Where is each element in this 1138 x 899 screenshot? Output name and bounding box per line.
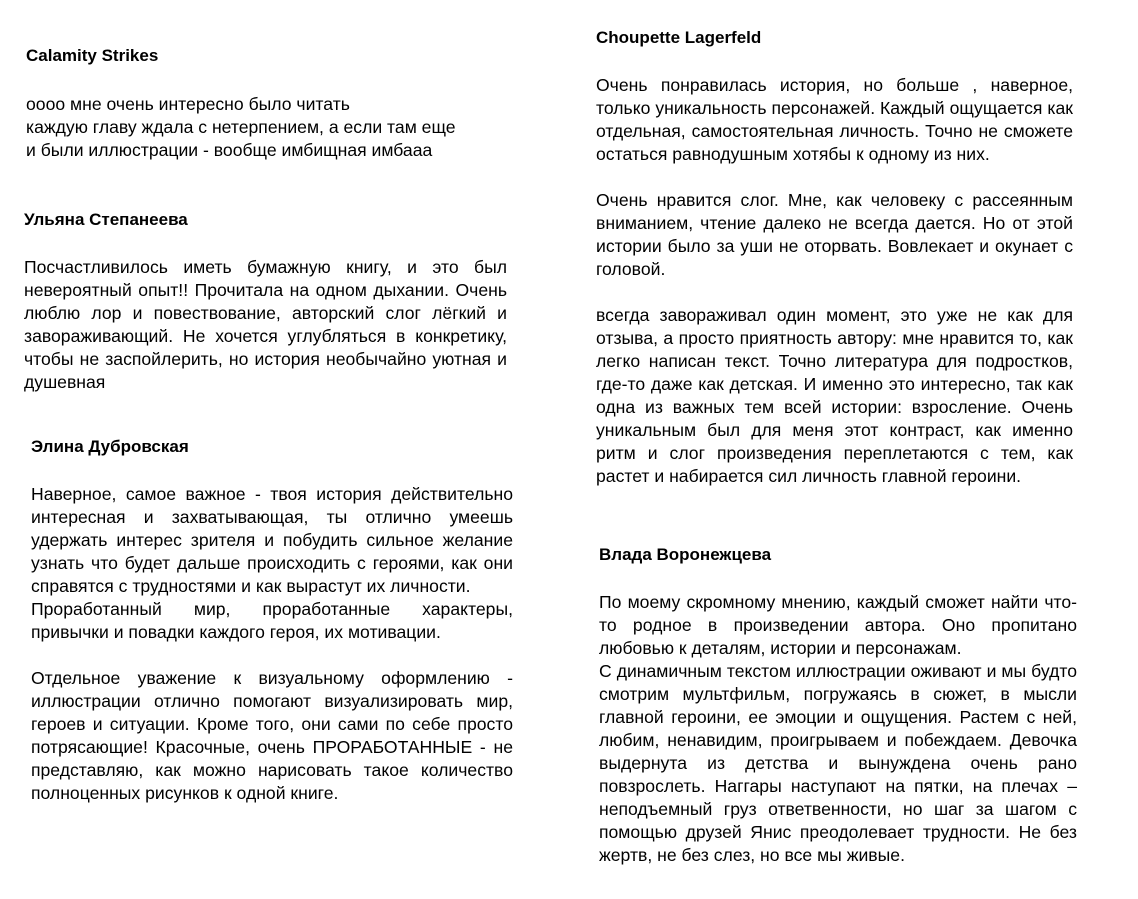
review-author: Элина Дубровская xyxy=(31,437,189,456)
review-paragraph: Очень нравится слог. Мне, как человеку с рассеянным вниманием, чтение далеко не всегда дается. Но от этой истории было за уши не оторвать. Вовлекает и окунает с головой. xyxy=(596,190,1073,279)
review-author: Choupette Lagerfeld xyxy=(596,28,762,47)
review-text xyxy=(31,483,513,805)
review-text xyxy=(596,74,1073,488)
review-paragraph: Отдельное уважение к визуальному оформлению - иллюстрации отлично помогают визуализировать мир, героев и ситуации. Кроме того, они сами по себе просто потрясающие! Красочные, очень ПРОРАБОТАННЫЕ - не представляю, как можно нарисовать такое количество полноценных рисунков к одной книге. xyxy=(31,668,513,803)
review-calamity-strikes xyxy=(26,46,516,162)
review-paragraph: Наверное, самое важное - твоя история действительно интересная и захватывающая, ты отлично умеешь удержать интерес зрителя и побудить сильное желание узнать что будет дальше происходить с героями, как они справятся с трудностями и как вырастут их личности. xyxy=(31,484,513,596)
review-paragraph: Очень понравилась история, но больше , наверное, только уникальность персонажей. Каждый ощущается как отдельная, самостоятельная личность. Точно не сможете остаться равнодушным хотябы к одному из них. xyxy=(596,75,1073,164)
review-ulyana-stepaneeva xyxy=(24,210,507,394)
review-text xyxy=(599,591,1077,867)
review-line: оооо мне очень интересно было читать xyxy=(26,94,350,114)
review-paragraph xyxy=(26,93,516,162)
review-elina-dubrovskaya xyxy=(31,437,513,805)
review-paragraph: всегда завораживал один момент, это уже не как для отзыва, а просто приятность автору: мне нравится то, как легко написан текст. Точно литература для подростков, где-то даже как детская. И именно это интересно, так как одна из важных тем всей истории: взросление. Очень уникальным был для меня этот контраст, как именно ритм и слог произведения переплетаются с тем, как растет и набирается сил личность главной героини. xyxy=(596,305,1073,486)
review-author: Calamity Strikes xyxy=(26,46,159,65)
review-paragraph: Посчастливилось иметь бумажную книгу, и это был невероятный опыт!! Прочитала на одном дыхании. Очень люблю лор и повествование, авторский слог лёгкий и завораживающий. Не хочется углубляться в конкретику, чтобы не заспойлерить, но история необычайно уютная и душевная xyxy=(24,257,507,392)
review-line: и были иллюстрации - вообще имбищная имбааа xyxy=(26,140,433,160)
review-line: каждую главу ждала с нетерпением, а если там еще xyxy=(26,117,456,137)
review-author: Ульяна Степанеева xyxy=(24,210,188,229)
review-paragraph: По моему скромному мнению, каждый сможет найти что-то родное в произведении автора. Оно пропитано любовью к деталям, истории и персонажам. xyxy=(599,592,1077,658)
review-author: Влада Воронежцева xyxy=(599,545,772,564)
review-paragraph: С динамичным текстом иллюстрации оживают и мы будто смотрим мультфильм, погружаясь в сюжет, в мысли главной героини, ее эмоции и ощущения. Растем с ней, любим, ненавидим, проигрываем и побеждаем. Девочка выдернута из детства и вынуждена очень рано повзрослеть. Наггары наступают на пятки, на плечах – неподъемный груз ответвенности, но шаг за шагом с помощью друзей Янис преодолевает трудности. Не без жертв, не без слез, но все мы живые. xyxy=(599,661,1077,865)
review-vlada-voronezhtseva xyxy=(599,545,1077,867)
review-choupette-lagerfeld xyxy=(596,28,1073,488)
review-text xyxy=(24,256,507,394)
review-paragraph: Проработанный мир, проработанные характеры, привычки и повадки каждого героя, их мотивации. xyxy=(31,599,513,642)
review-text xyxy=(26,93,516,162)
